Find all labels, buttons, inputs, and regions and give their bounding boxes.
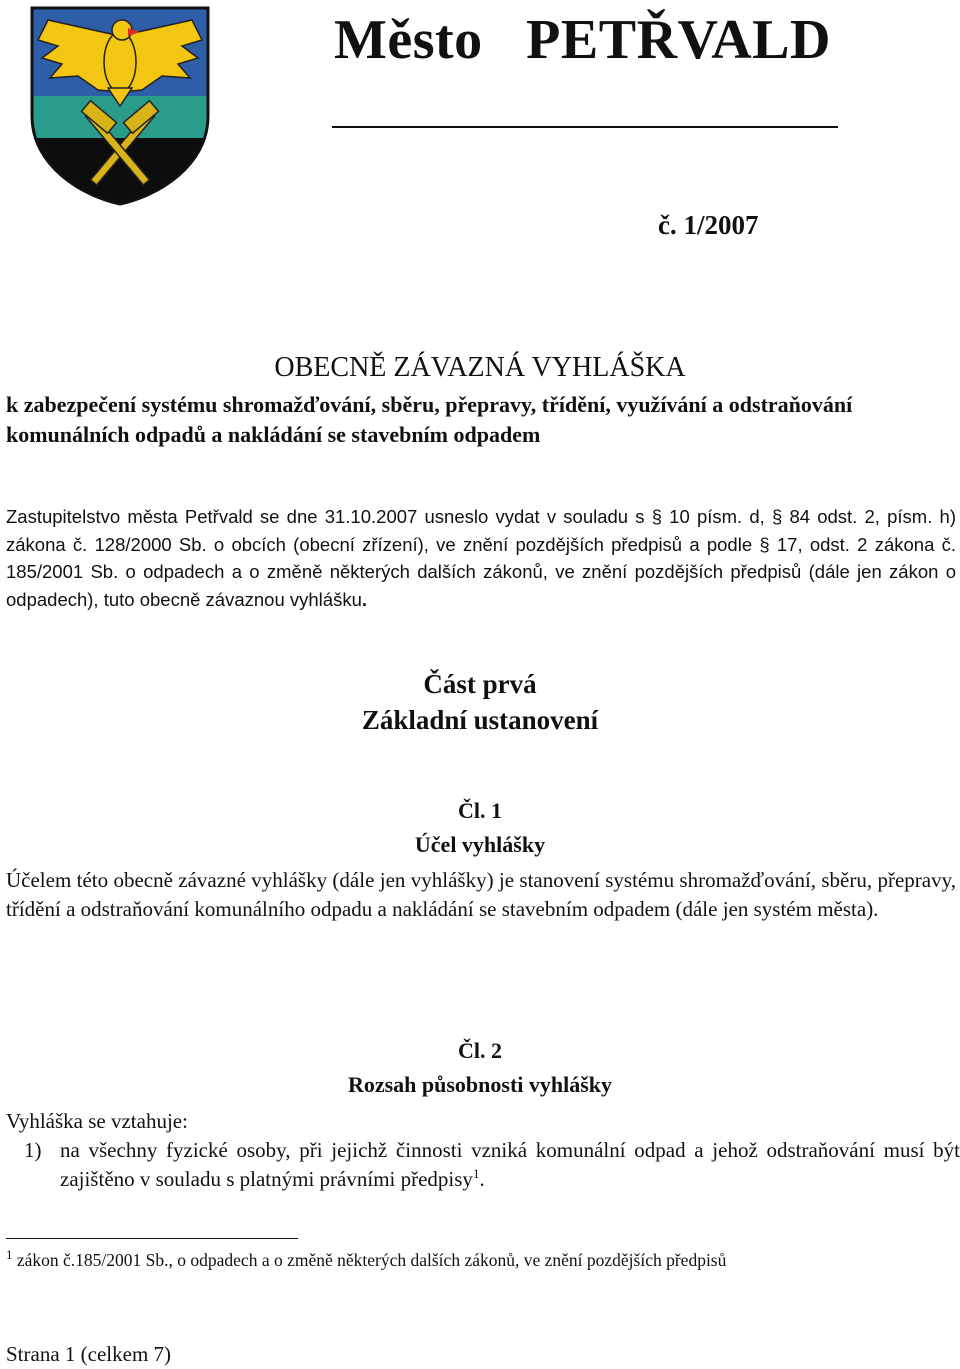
preamble-text: Zastupitelstvo města Petřvald se dne 31.10.2007 usneslo vydat v souladu s § 10 písm. d, § 84 odst. 2, písm. h) zákona č. 128/2000 Sb. o obcích (obecní zřízení), ve znění pozdějších předpisů a podle § 17, odst. 2 zákona č. 185/2001 Sb. o odpadech a o změně některých dalších zákonů, ve znění pozdějších předpisů (dále jen zákon o odpadech), tuto obecně závaznou vyhlášku [6, 506, 956, 610]
article-2-title: Rozsah působnosti vyhlášky [347, 1072, 613, 1097]
list-item-text-wrap [60, 1136, 960, 1194]
article-1-title: Účel vyhlášky [414, 832, 546, 857]
document-subtitle: k zabezpečení systému shromažďování, sběru, přepravy, třídění, využívání a odstraňování komunálních odpadů a nakládání se stavebním odpadem [6, 392, 853, 447]
article-1-text: Účelem této obecně závazné vyhlášky (dále jen vyhlášky) je stanovení systému shromažďování, sběru, přepravy, třídění a odstraňování komunálního odpadu a nakládání se stavebním odpadem (dále jen systém města). [6, 868, 956, 921]
document-type-heading: OBECNĚ ZÁVAZNÁ VYHLÁŠKA [274, 352, 686, 383]
part-heading [0, 666, 960, 738]
part-label: Část prvá [423, 669, 537, 699]
regulation-number: č. 1/2007 [658, 210, 759, 240]
article-1-number: Čl. 1 [458, 798, 502, 823]
footnote [6, 1247, 727, 1271]
list-item [6, 1136, 960, 1194]
list-item-number: 1) [24, 1138, 42, 1162]
title-underline [332, 126, 838, 128]
preamble-end: . [361, 588, 367, 610]
footnote-separator [6, 1238, 298, 1239]
list-item-end: . [479, 1167, 485, 1191]
footnote-reference[interactable]: 1 [472, 1166, 480, 1181]
coat-of-arms-emblem [28, 6, 212, 206]
preamble-paragraph [6, 503, 956, 613]
article-2-number: Čl. 2 [458, 1038, 502, 1063]
part-title: Základní ustanovení [361, 705, 599, 735]
footnote-mark: 1 [6, 1247, 13, 1263]
footnote-text: zákon č.185/2001 Sb., o odpadech a o změně některých dalších zákonů, ve znění pozdějších předpisů [12, 1250, 727, 1270]
coat-of-arms [28, 6, 212, 206]
town-title: Město PETŘVALD [334, 9, 831, 71]
page-counter: Strana 1 (celkem 7) [6, 1342, 172, 1366]
article-2-intro: Vyhláška se vztahuje: [6, 1109, 188, 1133]
list-item-text: na všechny fyzické osoby, při jejichž činnosti vzniká komunální odpad a jehož odstraňování musí být zajištěno v souladu s platnými právními předpisy [60, 1138, 960, 1191]
